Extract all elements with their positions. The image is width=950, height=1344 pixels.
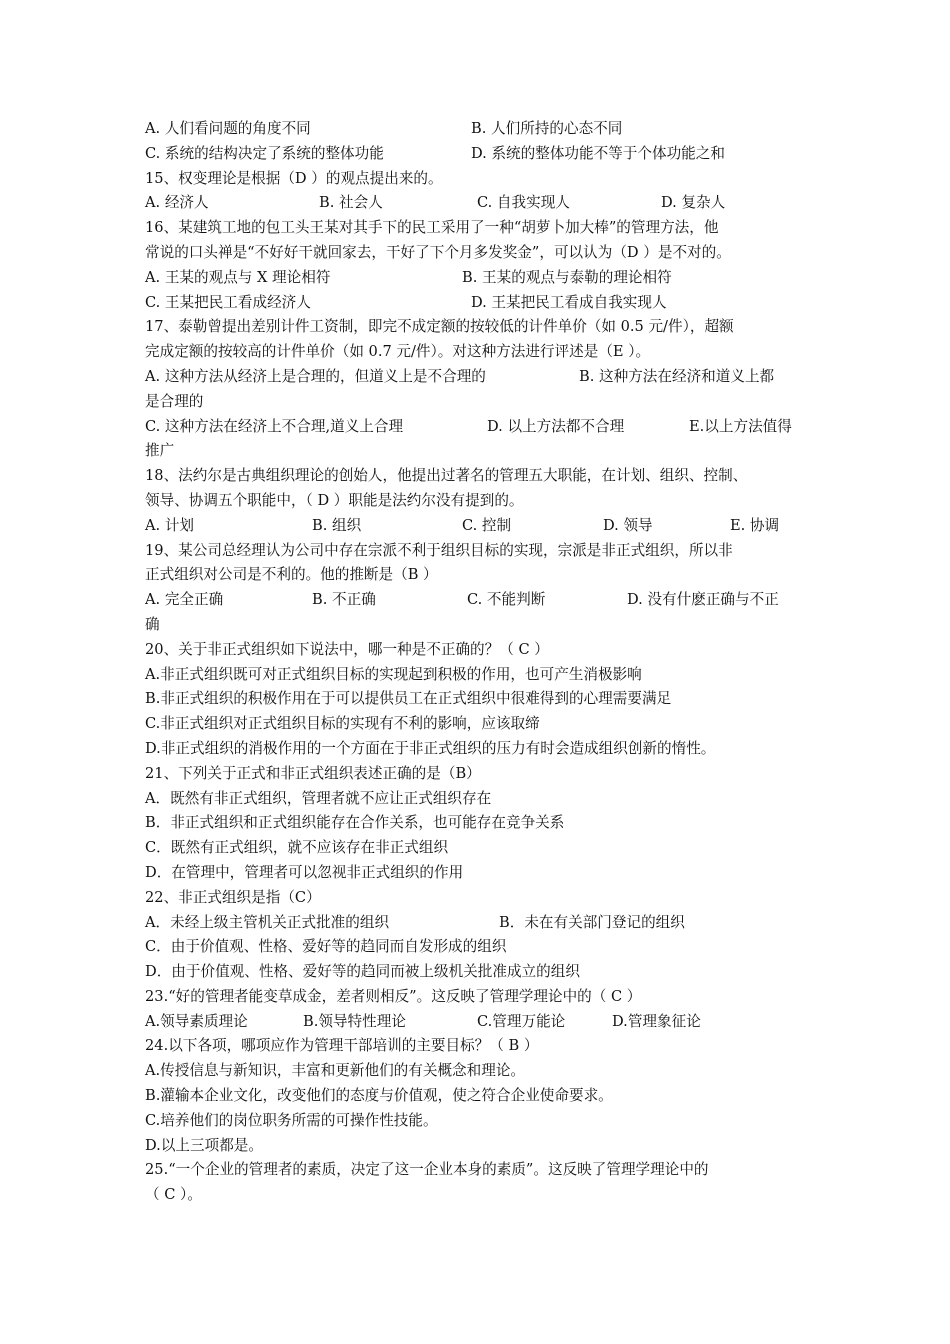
- option-c: C. 控制: [462, 516, 512, 534]
- option-b: B. 不正确: [312, 591, 376, 609]
- question-text: 21、下列关于正式和非正式组织表述正确的是（B）: [145, 764, 481, 782]
- option-b: [145, 687, 813, 712]
- option-text: B.灌输本企业文化，改变他们的态度与价值观，使之符合企业使命要求。: [145, 1087, 613, 1105]
- option-b: [145, 811, 813, 836]
- option-c: [145, 712, 813, 737]
- option-d: [145, 737, 813, 762]
- option-text: D.非正式组织的消极作用的一个方面在于非正式组织的压力有时会造成组织创新的惰性。: [145, 739, 716, 757]
- option-continuation: [145, 439, 813, 464]
- option-a: A．未经上级主管机关正式批准的组织: [145, 913, 390, 931]
- option-text: D.以上三项都是。: [145, 1136, 263, 1154]
- question-text: 25.“一个企业的管理者的素质，决定了这一企业本身的素质”。这反映了管理学理论中的: [145, 1161, 709, 1179]
- question-text: 常说的口头禅是“不好好干就回家去，干好了下个月多发奖金”，可以认为（D ）是不对的。: [145, 243, 731, 261]
- option-row: [145, 415, 813, 440]
- question-23: [145, 985, 813, 1010]
- option-row: [145, 1010, 813, 1035]
- option-text: 确: [145, 615, 160, 633]
- document-page: [145, 117, 813, 1208]
- option-d: D. 系统的整体功能不等于个体功能之和: [471, 144, 725, 162]
- option-text: C．由于价值观、性格、爱好等的趋同而自发形成的组织: [145, 938, 507, 956]
- option-d: D. 复杂人: [661, 194, 726, 212]
- option-a: A. 王某的观点与 X 理论相符: [145, 268, 331, 286]
- option-text: D．在管理中，管理者可以忽视非正式组织的作用: [145, 863, 464, 881]
- question-22: [145, 886, 813, 911]
- option-d: D. 以上方法都不合理: [487, 417, 625, 435]
- question-17: [145, 315, 813, 340]
- option-a: A. 人们看问题的角度不同: [145, 120, 311, 137]
- option-text: D．由于价值观、性格、爱好等的趋同而被上级机关批准成立的组织: [145, 963, 580, 981]
- option-text: 推广: [145, 442, 175, 460]
- option-b: B. 这种方法在经济和道义上都: [579, 367, 775, 385]
- option-d: [145, 861, 813, 886]
- option-continuation: [145, 613, 813, 638]
- question-text: 16、某建筑工地的包工头王某对其手下的民工采用了一种“胡萝卜加大棒”的管理方法，他: [145, 219, 719, 237]
- question-16-cont: [145, 241, 813, 266]
- question-24: [145, 1034, 813, 1059]
- option-d: [145, 1134, 813, 1159]
- option-a: [145, 787, 813, 812]
- option-text: 是合理的: [145, 392, 204, 410]
- option-b: B. 组织: [312, 516, 362, 534]
- question-19-cont: [145, 563, 813, 588]
- option-text: A.传授信息与新知识，丰富和更新他们的有关概念和理论。: [145, 1062, 526, 1080]
- option-c: C. 系统的结构决定了系统的整体功能: [145, 144, 384, 162]
- option-a: A. 这种方法从经济上是合理的，但道义上是不合理的: [145, 367, 486, 385]
- option-continuation: [145, 390, 813, 415]
- option-d: [145, 960, 813, 985]
- question-20: [145, 638, 813, 663]
- question-25-cont: [145, 1183, 813, 1208]
- question-text: 领导、协调五个职能中，（ D ）职能是法约尔没有提到的。: [145, 491, 524, 509]
- option-text: A．既然有非正式组织，管理者就不应让正式组织存在: [145, 789, 492, 807]
- question-text: 正式组织对公司是不利的。他的推断是（B ）: [145, 566, 438, 584]
- option-d: D. 领导: [603, 516, 653, 534]
- option-a: [145, 1059, 813, 1084]
- question-21: [145, 762, 813, 787]
- option-b: B. 王某的观点与泰勒的理论相符: [462, 268, 672, 286]
- option-row: [145, 266, 813, 291]
- option-text: A.非正式组织既可对正式组织目标的实现起到积极的作用，也可产生消极影响: [145, 665, 642, 683]
- question-text: 完成定额的按较高的计件单价（如 0.7 元/件）。对这种方法进行评述是（E ）。: [145, 343, 651, 361]
- option-a: A. 完全正确: [145, 591, 224, 609]
- option-row: [145, 514, 813, 539]
- option-c: C.管理万能论: [477, 1012, 566, 1030]
- question-25: [145, 1158, 813, 1183]
- question-17-cont: [145, 340, 813, 365]
- option-row: [145, 291, 813, 316]
- option-c: C. 不能判断: [467, 591, 546, 609]
- question-16: [145, 216, 813, 241]
- option-row: [145, 191, 813, 216]
- option-text: C.培养他们的岗位职务所需的可操作性技能。: [145, 1111, 438, 1129]
- option-text: B．非正式组织和正式组织能存在合作关系，也可能存在竞争关系: [145, 814, 565, 832]
- question-text: 23.“好的管理者能变草成金，差者则相反”。这反映了管理学理论中的（ C ）: [145, 987, 642, 1005]
- option-d: D. 没有什麽正确与不正: [627, 591, 779, 609]
- option-a: A.领导素质理论: [145, 1012, 248, 1030]
- option-a: A. 经济人: [145, 194, 209, 212]
- option-b: B.领导特性理论: [303, 1012, 406, 1030]
- option-a: A. 计划: [145, 516, 195, 534]
- option-b: B. 社会人: [319, 194, 383, 212]
- question-text: 20、关于非正式组织如下说法中，哪一种是不正确的？（ C ）: [145, 640, 549, 658]
- option-c: [145, 836, 813, 861]
- option-b: B．未在有关部门登记的组织: [499, 913, 685, 931]
- option-row: [145, 588, 813, 613]
- option-d: D.管理象征论: [612, 1012, 701, 1030]
- question-19: [145, 539, 813, 564]
- question-text: 19、某公司总经理认为公司中存在宗派不利于组织目标的实现，宗派是非正式组织，所以非: [145, 541, 733, 559]
- option-b: B. 人们所持的心态不同: [471, 120, 623, 137]
- question-18: [145, 464, 813, 489]
- option-text: C.非正式组织对正式组织目标的实现有不利的影响，应该取缔: [145, 715, 540, 733]
- question-text: 15、权变理论是根据（D ）的观点提出来的。: [145, 169, 443, 187]
- option-row: [145, 365, 813, 390]
- option-c: C. 自我实现人: [477, 194, 570, 212]
- option-text: B.非正式组织的积极作用在于可以提供员工在正式组织中很难得到的心理需要满足: [145, 690, 672, 708]
- question-text: 18、法约尔是古典组织理论的创始人，他提出过著名的管理五大职能，在计划、组织、控制、: [145, 467, 748, 485]
- option-c: [145, 935, 813, 960]
- question-text: 24.以下各项，哪项应作为管理干部培训的主要目标？（ B ）: [145, 1037, 539, 1055]
- question-18-cont: [145, 489, 813, 514]
- option-b: [145, 1084, 813, 1109]
- option-d: D. 王某把民工看成自我实现人: [471, 293, 667, 311]
- option-c: C. 王某把民工看成经济人: [145, 293, 311, 311]
- question-15: [145, 167, 813, 192]
- option-e: E. 协调: [730, 516, 780, 534]
- option-c: C. 这种方法在经济上不合理,道义上合理: [145, 417, 404, 435]
- option-e: E.以上方法值得: [689, 417, 792, 435]
- option-row: [145, 911, 813, 936]
- question-text: 22、非正式组织是指（C）: [145, 888, 321, 906]
- option-a: [145, 663, 813, 688]
- option-row: [145, 117, 813, 142]
- option-row: [145, 142, 813, 167]
- question-text: （ C ）。: [145, 1186, 202, 1204]
- option-text: C．既然有正式组织，就不应该存在非正式组织: [145, 839, 449, 857]
- question-text: 17、泰勒曾提出差别计件工资制，即完不成定额的按较低的计件单价（如 0.5 元/件），超额: [145, 318, 734, 336]
- option-c: [145, 1109, 813, 1134]
